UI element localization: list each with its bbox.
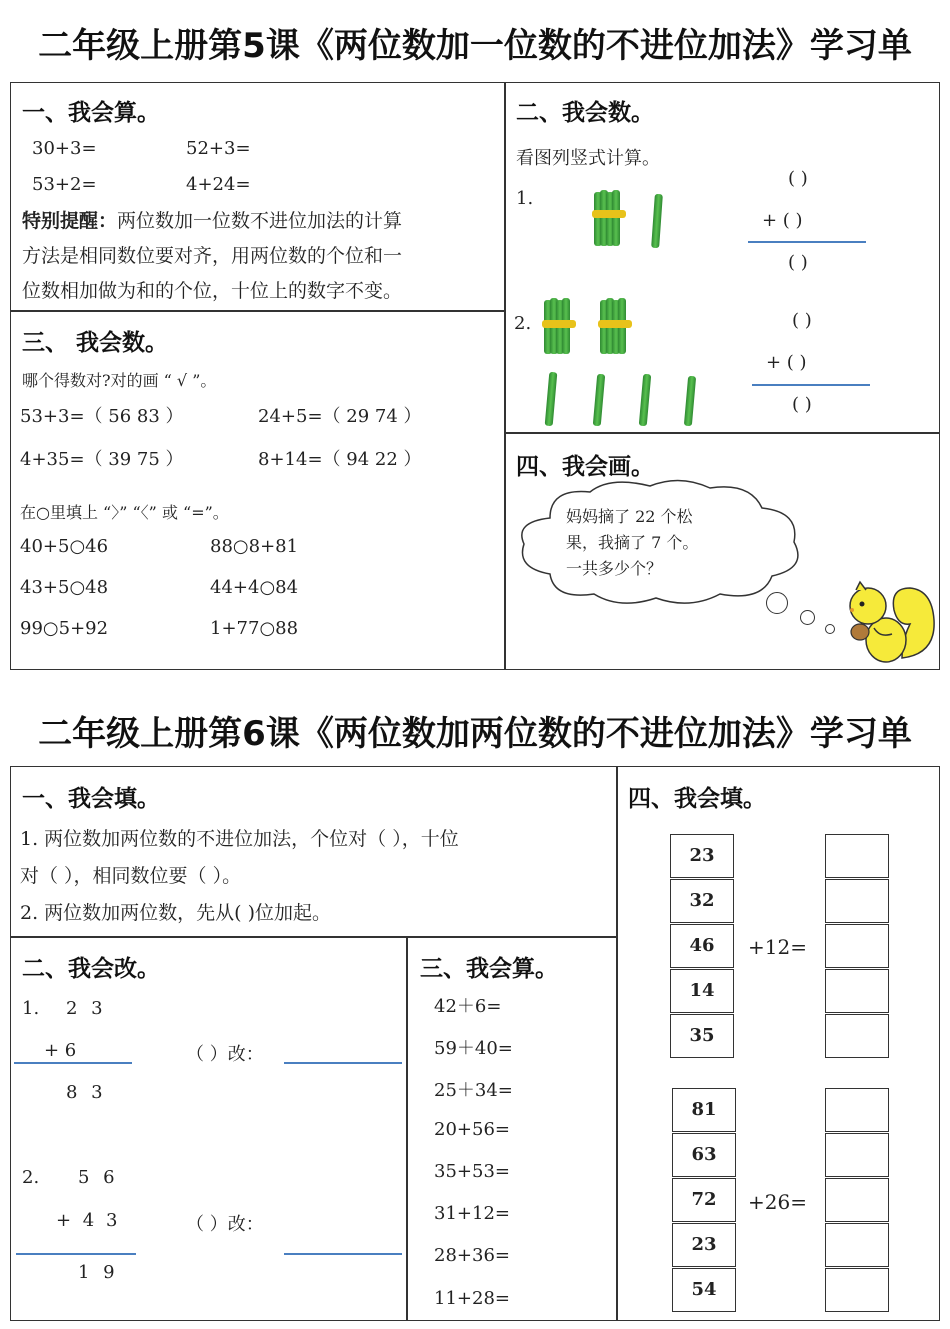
bubble-line3: 一共多少个？	[566, 559, 663, 578]
l6-table2-operator: +26=	[748, 1190, 807, 1214]
l5-problem-4: 4+24=	[186, 174, 251, 195]
l6-table2-answer-4[interactable]	[825, 1223, 889, 1267]
l6-table1-cell-3: 46	[670, 924, 734, 968]
bubble-line2: 果，我摘了 7 个。	[566, 533, 699, 552]
l5-compare-instruction: 在○里填上 “〉” “〈” 或 “=”。	[20, 503, 229, 522]
lesson6-title: 二年级上册第6课《两位数加两位数的不进位加法》学习单	[38, 714, 912, 754]
l6-section4-box	[616, 766, 940, 1321]
l6-fix2-answer-line[interactable]	[284, 1253, 402, 1255]
l6-table2-answer-1[interactable]	[825, 1088, 889, 1132]
l5-item1-paren-result: ( )	[788, 252, 808, 273]
l6-fix2-result: 1 9	[78, 1262, 115, 1283]
bubble-line1: 妈妈摘了 22 个松	[566, 507, 693, 526]
l6-table2-answer-5[interactable]	[825, 1268, 889, 1312]
l5-compare-6: 1+77○88	[210, 618, 299, 639]
thought-dot-small	[825, 624, 835, 634]
l6-fix2-label: （ ）改：	[186, 1214, 264, 1235]
l5-item1-plus: + ( )	[762, 210, 803, 231]
thought-dot-large	[766, 592, 788, 614]
thought-dot-medium	[800, 610, 815, 625]
l5-choice-3: 4+35=（ 39 75 ）	[20, 449, 184, 470]
l5-compare-4: 44+4○84	[210, 577, 299, 598]
l6-fill-line2: 对（ ），相同数位要（ ）。	[20, 865, 242, 887]
l6-table2-answer-3[interactable]	[825, 1178, 889, 1222]
l6-fix1-line	[14, 1062, 132, 1064]
l6-section3-heading: 三、我会算。	[420, 956, 558, 982]
l6-calc-7: 28+36=	[434, 1245, 510, 1266]
l5-item2-plus: + ( )	[766, 352, 807, 373]
l6-fix1-add: + 6	[44, 1040, 77, 1061]
l5-section2-box	[504, 82, 940, 434]
l5-section1-heading: 一、我会算。	[22, 100, 160, 126]
l5-problem-3: 53+2=	[32, 174, 97, 195]
l6-table2-cell-2: 63	[672, 1133, 736, 1177]
l6-table1-answer-5[interactable]	[825, 1014, 889, 1058]
l6-calc-1: 42＋6=	[434, 996, 502, 1017]
l5-choice-4: 8+14=（ 94 22 ）	[258, 449, 422, 470]
l6-calc-8: 11+28=	[434, 1288, 510, 1309]
l6-fix2-line	[16, 1253, 136, 1255]
l6-section2-heading: 二、我会改。	[22, 956, 160, 982]
l6-calc-2: 59＋40=	[434, 1038, 513, 1059]
l5-compare-5: 99○5+92	[20, 618, 109, 639]
stick-bundle-image	[544, 298, 576, 356]
l6-fix1-top: 2 3	[66, 998, 103, 1019]
l6-calc-6: 31+12=	[434, 1203, 510, 1224]
l5-section3-instruction: 哪个得数对?对的画 “ √ ”。	[22, 371, 217, 390]
l6-table1-answer-1[interactable]	[825, 834, 889, 878]
l5-choice-2: 24+5=（ 29 74 ）	[258, 406, 422, 427]
lesson5-title: 二年级上册第5课《两位数加一位数的不进位加法》学习单	[38, 26, 912, 66]
l5-choice-1: 53+3=（ 56 83 ）	[20, 406, 184, 427]
l6-fix2-top: 5 6	[78, 1167, 115, 1188]
l5-item1-line	[748, 241, 866, 243]
l6-calc-3: 25＋34=	[434, 1080, 513, 1101]
l5-item2-number: 2.	[514, 313, 532, 334]
l6-table2-cell-1: 81	[672, 1088, 736, 1132]
l5-tip-label: 特别提醒：	[22, 210, 118, 232]
l6-section1-heading: 一、我会填。	[22, 786, 160, 812]
l6-fill-line1: 1. 两位数加两位数的不进位加法，个位对（ ），十位	[20, 828, 459, 850]
l5-section2-heading: 二、我会数。	[516, 100, 654, 126]
l6-table1-operator: +12=	[748, 935, 807, 959]
l6-section2-box	[10, 936, 408, 1321]
l6-calc-5: 35+53=	[434, 1161, 510, 1182]
l6-table2-cell-3: 72	[672, 1178, 736, 1222]
squirrel-icon	[840, 580, 936, 666]
l5-compare-1: 40+5○46	[20, 536, 109, 557]
l6-fix1-label: （ ）改：	[186, 1044, 264, 1065]
l6-table2-answer-2[interactable]	[825, 1133, 889, 1177]
l6-fix2-number: 2.	[22, 1167, 40, 1188]
l5-section3-box	[10, 310, 506, 670]
stick-bundle-image	[594, 190, 626, 248]
l5-section4-heading: 四、我会画。	[516, 454, 654, 480]
l6-table1-cell-2: 32	[670, 879, 734, 923]
l5-problem-1: 30+3=	[32, 138, 97, 159]
l6-table1-answer-4[interactable]	[825, 969, 889, 1013]
l6-fix1-result: 8 3	[66, 1082, 103, 1103]
l6-table2-cell-4: 23	[672, 1223, 736, 1267]
l6-calc-4: 20+56=	[434, 1119, 510, 1140]
l6-fix1-answer-line[interactable]	[284, 1062, 402, 1064]
l5-tip-line3: 位数相加做为和的个位，十位上的数字不变。	[22, 280, 403, 302]
stick-bundle-image	[600, 298, 632, 356]
l6-table1-answer-2[interactable]	[825, 879, 889, 923]
l6-table1-answer-3[interactable]	[825, 924, 889, 968]
l6-section4-heading: 四、我会填。	[628, 786, 766, 812]
l5-section2-instruction: 看图列竖式计算。	[516, 148, 660, 169]
l5-compare-3: 43+5○48	[20, 577, 109, 598]
l5-tip-text1: 两位数加一位数不进位加法的计算	[117, 210, 403, 232]
l5-item2-paren-top: ( )	[792, 310, 812, 331]
l6-fix1-number: 1.	[22, 998, 40, 1019]
l6-fix2-add: + 4 3	[56, 1210, 118, 1231]
l5-item1-paren-top: ( )	[788, 168, 808, 189]
l5-problem-2: 52+3=	[186, 138, 251, 159]
l6-table2-cell-5: 54	[672, 1268, 736, 1312]
l6-table1-cell-1: 23	[670, 834, 734, 878]
l6-fill-line3: 2. 两位数加两位数，先从( )位加起。	[20, 902, 332, 924]
l6-table1-cell-4: 14	[670, 969, 734, 1013]
l5-compare-2: 88○8+81	[210, 536, 299, 557]
l5-item2-paren-result: ( )	[792, 394, 812, 415]
l5-tip-line1	[22, 206, 402, 233]
l5-section3-heading: 三、 我会数。	[22, 330, 169, 356]
l5-item2-line	[752, 384, 870, 386]
l5-item1-number: 1.	[516, 188, 534, 209]
l6-table1-cell-5: 35	[670, 1014, 734, 1058]
l5-tip-line2: 方法是相同数位要对齐，用两位数的个位和一	[22, 245, 403, 267]
